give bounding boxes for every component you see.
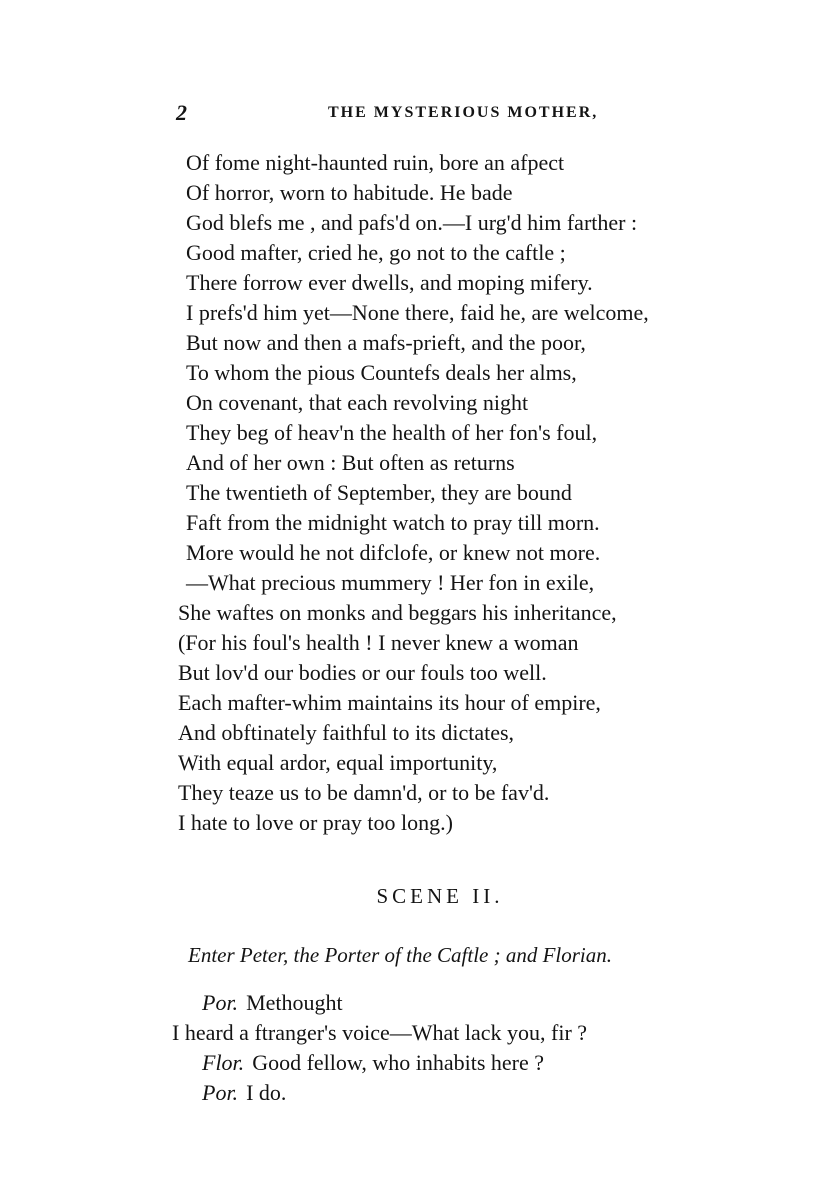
verse-line: Faft from the midnight watch to pray till morn.: [186, 510, 600, 535]
dialogue-text: Methought: [246, 990, 343, 1015]
dialogue-text: I heard a ftranger's voice—What lack you, fir ?: [172, 1020, 588, 1045]
dialogue-line: [172, 1078, 732, 1108]
verse-line: (For his foul's health ! I never knew a woman: [178, 630, 579, 655]
verse-line: Of fome night-haunted ruin, bore an afpect: [186, 150, 565, 175]
verse-line: —What precious mummery ! Her fon in exile,: [186, 570, 595, 595]
dialogue-line: [172, 1018, 732, 1048]
verse-line: I hate to love or pray too long.): [178, 810, 453, 835]
verse-line: Of horror, worn to habitude. He bade: [186, 180, 513, 205]
verse-block: [178, 148, 738, 838]
dialogue-block: [172, 988, 732, 1108]
verse-line: Each mafter-whim maintains its hour of empire,: [178, 690, 601, 715]
dialogue-text: I do.: [246, 1080, 287, 1105]
verse-line: God blefs me , and pafs'd on.—I urg'd him farther :: [186, 210, 638, 235]
page-number: 2: [176, 100, 187, 125]
verse-line: To whom the pious Countefs deals her alms,: [186, 360, 577, 385]
verse-line: The twentieth of September, they are bound: [186, 480, 572, 505]
stage-direction: Enter Peter, the Porter of the Caftle ; and Florian.: [188, 943, 613, 967]
verse-line: And obftinately faithful to its dictates,: [178, 720, 515, 745]
scene-heading: SCENE II.: [376, 884, 504, 908]
speaker-name: Flor.: [202, 1050, 245, 1075]
speaker-name: Por.: [202, 990, 239, 1015]
verse-line: But now and then a mafs-prieft, and the poor,: [186, 330, 586, 355]
verse-line: With equal ardor, equal importunity,: [178, 750, 498, 775]
verse-line: There forrow ever dwells, and moping mifery.: [186, 270, 593, 295]
running-head: THE MYSTERIOUS MOTHER,: [328, 104, 599, 121]
verse-line: I prefs'd him yet—None there, faid he, are welcome,: [186, 300, 649, 325]
verse-line: But lov'd our bodies or our fouls too well.: [178, 660, 547, 685]
dialogue-line: [172, 988, 732, 1018]
verse-line: They beg of heav'n the health of her fon's foul,: [186, 420, 598, 445]
verse-line: She waftes on monks and beggars his inheritance,: [178, 600, 617, 625]
dialogue-text: Good fellow, who inhabits here ?: [252, 1050, 545, 1075]
verse-line: On covenant, that each revolving night: [186, 390, 529, 415]
verse-line: More would he not difclofe, or knew not more.: [186, 540, 601, 565]
speaker-name: Por.: [202, 1080, 239, 1105]
verse-line: And of her own : But often as returns: [186, 450, 515, 475]
verse-line: They teaze us to be damn'd, or to be fav'd.: [178, 780, 550, 805]
dialogue-line: [172, 1048, 732, 1078]
verse-line: Good mafter, cried he, go not to the caftle ;: [186, 240, 566, 265]
